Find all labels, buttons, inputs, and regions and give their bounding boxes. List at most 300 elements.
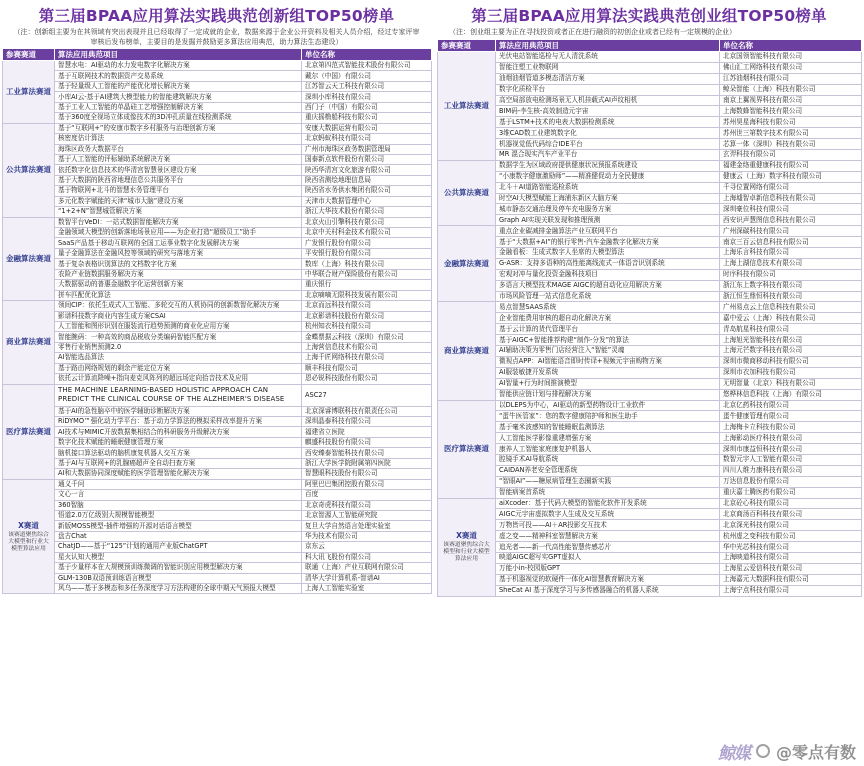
org-cell: 北京第四范式智能技术股份有限公司 xyxy=(302,61,432,71)
innovation-title: 第三届BPAA应用算法实践典范创新组TOP50榜单 xyxy=(38,7,395,25)
table-row xyxy=(3,290,432,300)
org-cell: 上海宁点科技有限公司 xyxy=(720,585,862,596)
org-cell: 阿里巴巴集团控股有限公司 xyxy=(302,479,432,489)
watermark-logo: 鲸媒 xyxy=(717,743,750,764)
case-cell: 腔镜手术AI导航系统 xyxy=(496,454,720,465)
case-cell: 多元化数字赋能的天津“城市大脑”建设方案 xyxy=(55,196,302,206)
table-row xyxy=(3,102,432,112)
track-name: X赛道 xyxy=(18,520,39,530)
table-row xyxy=(438,139,862,150)
table-row xyxy=(3,363,432,373)
table-row xyxy=(3,259,432,269)
innovation-table xyxy=(2,48,432,594)
table-row xyxy=(3,448,432,458)
org-cell: 北京深睿博联科技有限责任公司 xyxy=(302,406,432,416)
org-cell: 重庆摇橹船科技有限公司 xyxy=(302,113,432,123)
org-cell: 百度 xyxy=(302,490,432,500)
table-row xyxy=(3,248,432,258)
case-cell: 零售行业销售预测2.0 xyxy=(55,342,302,352)
case-cell: 基于AI的急性脑卒中的医学辅助诊断解决方案 xyxy=(55,406,302,416)
case-cell: 基于互联网技术的数据资产交易系统 xyxy=(55,71,302,81)
org-cell: 苏州昊星海科技有限公司 xyxy=(720,117,862,128)
org-cell: 西安臻泰智能科技有限公司 xyxy=(302,448,432,458)
case-cell: AI智能选品算法 xyxy=(55,353,302,363)
table-row xyxy=(3,175,432,185)
table-row xyxy=(3,154,432,164)
case-cell: 高空局部放电检测场景无人机挂载式AI声纹相机 xyxy=(496,95,720,106)
org-cell: 科大讯飞股份有限公司 xyxy=(302,552,432,562)
case-cell: 金融领域大模型的创新落地场景应用——为企业打造“超级员工”助手 xyxy=(55,228,302,238)
innovation-group-panel xyxy=(2,4,431,594)
org-cell: 联通（上海）产业互联网有限公司 xyxy=(302,563,432,573)
case-cell: 智能病案首系统 xyxy=(496,487,720,498)
track-name: 工业算法赛道 xyxy=(6,86,51,96)
case-cell: “智眼AI”——糖尿病管理生态圈新实践 xyxy=(496,476,720,487)
org-cell: 上海影动医疗科技有限公司 xyxy=(720,433,862,444)
case-cell: SheCat AI 基于深度学习与多传感器融合的机器人系统 xyxy=(496,585,720,596)
table-row xyxy=(438,52,862,63)
org-cell: ASC27 xyxy=(302,384,432,406)
table-row xyxy=(3,321,432,331)
org-cell: 数库（上海）科技有限公司 xyxy=(302,259,432,269)
case-cell: “1+2+N”智慧城管解决方案 xyxy=(55,207,302,217)
org-cell: 北京中关村科金技术有限公司 xyxy=(302,228,432,238)
org-cell: 麒盛科技股份有限公司 xyxy=(302,437,432,447)
track-note: 该赛道聚焦综合大模型和行业大模型算法应用 xyxy=(443,542,490,563)
org-cell: 北京奇虎科技有限公司 xyxy=(302,500,432,510)
case-cell: 文心一言 xyxy=(55,490,302,500)
table-row xyxy=(438,106,862,117)
case-cell: aiXcoder：基于代码大模型的智能化软件开发系统 xyxy=(496,498,720,509)
table-row xyxy=(438,520,862,531)
table-row xyxy=(3,584,432,594)
case-cell: AI智量+行为时间推演模型 xyxy=(496,378,720,389)
table-row xyxy=(438,465,862,476)
table-row xyxy=(3,301,432,311)
case-cell: 虚之变——精神科室智慧解决方案 xyxy=(496,531,720,542)
org-cell: 北京火山引擎科技有限公司 xyxy=(302,217,432,227)
org-cell: 广州深碳科技有限公司 xyxy=(720,226,862,237)
track-name: 金融算法赛道 xyxy=(6,253,51,263)
case-cell: 基于云计算的货代管理平台 xyxy=(496,324,720,335)
startup-group-panel xyxy=(437,4,861,597)
table-row xyxy=(3,417,432,427)
track-cell xyxy=(438,498,496,596)
case-cell: ChatJD——基于“125”计划的通用产业版ChatGPT xyxy=(55,542,302,552)
case-cell: 重点企业碳减排金融算法产业互联网平台 xyxy=(496,226,720,237)
startup-table xyxy=(437,39,862,597)
header-org: 单位名称 xyxy=(302,49,432,61)
org-cell: 上海旭光智能科技有限公司 xyxy=(720,335,862,346)
org-cell: 上海元芒数字科技有限公司 xyxy=(720,346,862,357)
case-cell: 海珠区政务大数据平台 xyxy=(55,144,302,154)
table-row xyxy=(3,490,432,500)
case-cell: 智能注塑工业物联网 xyxy=(496,62,720,73)
track-cell xyxy=(3,123,55,217)
table-row xyxy=(3,437,432,447)
org-cell: 千寻位置网络有限公司 xyxy=(720,182,862,193)
case-cell: 拼车匹配优化算法 xyxy=(55,290,302,300)
org-cell: 天津市大数据管理中心 xyxy=(302,196,432,206)
org-cell: 福建金络重健康科技有限公司 xyxy=(720,160,862,171)
org-cell: 安康大数据运营有限公司 xyxy=(302,123,432,133)
org-cell: 顺丰科技有限公司 xyxy=(302,363,432,373)
table-row xyxy=(438,84,862,95)
case-cell: 数字化质检平台 xyxy=(496,84,720,95)
org-cell: 华为技术有限公司 xyxy=(302,531,432,541)
org-cell: 恩必锐科技股份有限公司 xyxy=(302,374,432,384)
table-row xyxy=(3,71,432,81)
table-row xyxy=(3,207,432,217)
case-cell: 基于人工智能的评标辅助系统解决方案 xyxy=(55,154,302,164)
case-cell: 人工智能医学影像重建增强方案 xyxy=(496,433,720,444)
table-row xyxy=(438,291,862,302)
case-cell: 时空AI大模型赋能上海浦东新区大脑方案 xyxy=(496,193,720,204)
table-row xyxy=(3,479,432,489)
table-row xyxy=(438,552,862,563)
table-row xyxy=(3,521,432,531)
case-cell: 基于物联网+北斗的智慧水务管理平台 xyxy=(55,186,302,196)
table-row xyxy=(438,433,862,444)
org-cell: 北京嘀嘀无限科技发展有限公司 xyxy=(302,290,432,300)
case-cell: 大数据驱动的普惠金融数字化运营创新方案 xyxy=(55,280,302,290)
case-cell: “蛋牛医管家”：您的数字健康陪护师和医生助手 xyxy=(496,411,720,422)
case-cell: 3维CAD数工业建筑数字化 xyxy=(496,128,720,139)
org-cell: 无明智量（北京）科技有限公司 xyxy=(720,378,862,389)
org-cell: 浙江东上数字科技有限公司 xyxy=(720,280,862,291)
org-cell: 中华联合财产保险股份有限公司 xyxy=(302,269,432,279)
org-cell: 上海人工智能实验室 xyxy=(302,584,432,594)
table-row xyxy=(3,92,432,102)
table-row xyxy=(438,574,862,585)
case-cell: 企业智能费用审核的超自动化解决方案 xyxy=(496,313,720,324)
case-cell: 追光者——新一代高性能智慧传感芯片 xyxy=(496,542,720,553)
org-cell: 蛋牛健康管理有限公司 xyxy=(720,411,862,422)
org-cell: 广发银行股份有限公司 xyxy=(302,238,432,248)
table-row xyxy=(438,531,862,542)
org-cell: 北京蚂蚁科技有限公司 xyxy=(302,134,432,144)
case-cell: 小库AI云-基于AI建筑大模型能力的智能建筑解决方案 xyxy=(55,92,302,102)
track-cell xyxy=(3,301,55,385)
org-cell: 鲸朵智能（上海）科技有限公司 xyxy=(720,84,862,95)
org-cell: 上海千匠网络科技有限公司 xyxy=(302,353,432,363)
org-cell: 北京国领智能科技有限公司 xyxy=(720,52,862,63)
table-row xyxy=(3,353,432,363)
case-cell: 盘古Chat xyxy=(55,531,302,541)
case-cell: “小康数字健康激励师”——精准健促动力全民健康 xyxy=(496,171,720,182)
org-cell: 西门子（中国）有限公司 xyxy=(302,102,432,112)
org-cell: 江苏智云天工科技有限公司 xyxy=(302,81,432,91)
table-row xyxy=(438,378,862,389)
case-cell: 核密度估计算法 xyxy=(55,134,302,144)
table-row xyxy=(438,509,862,520)
org-cell: 悠桦林信息科技（上海）有限公司 xyxy=(720,389,862,400)
table-row xyxy=(438,150,862,161)
case-cell: 脑机接口算法驱动的脑机康复机器人交互方案 xyxy=(55,448,302,458)
startup-note: （注：创业组主要为正在寻找投资或者正在进行融资的初创企业或者已经有一定规模的企业） xyxy=(449,28,736,36)
table-header-row xyxy=(3,49,432,61)
table-row xyxy=(438,367,862,378)
case-cell: 通义千问 xyxy=(55,479,302,489)
case-cell: 基于AI与互联网+的乳腺癌超声全自动扫查方案 xyxy=(55,458,302,468)
table-row xyxy=(438,324,862,335)
case-cell: 映道AIGC超写实GPT虚拟人 xyxy=(496,552,720,563)
table-row xyxy=(3,427,432,437)
org-cell: 京东云 xyxy=(302,542,432,552)
org-cell: 北京亿药科技有限公司 xyxy=(720,400,862,411)
case-cell: 新版MOSS模型-插件增强的开源对话语言模型 xyxy=(55,521,302,531)
org-cell: 北京深光科技有限公司 xyxy=(720,520,862,531)
org-cell: 上海嘉元大数据科技有限公司 xyxy=(720,574,862,585)
case-cell: 基于路由网络规划的剩余产能定位方案 xyxy=(55,363,302,373)
case-cell: 数据学生为区域政府提供健康状况预报系统建设 xyxy=(496,160,720,171)
case-cell: RiDYMO™强化动力学平台：基于动力学算法的模拟采样改率提升方案 xyxy=(55,417,302,427)
org-cell: 杭州虚之变科技有限公司 xyxy=(720,531,862,542)
table-row xyxy=(3,332,432,342)
case-cell: 北斗＋AI道路智能巡检系统 xyxy=(496,182,720,193)
case-cell: 基于工业人工智能的单晶硅工艺增强控制解决方案 xyxy=(55,102,302,112)
case-cell: 风乌——基于多模态和多任务深度学习方法构建的全球中期天气预报大模型 xyxy=(55,584,302,594)
org-cell: 江苏油烟科技有限公司 xyxy=(720,73,862,84)
track-name: 医疗算法赛道 xyxy=(6,426,51,436)
org-cell: 浙江恒生鼎恒科技有限公司 xyxy=(720,291,862,302)
org-cell: 陕西省水务供水集团有限公司 xyxy=(302,186,432,196)
case-cell: 数字化技术赋能的睡眠健康管理方案 xyxy=(55,437,302,447)
org-cell: 上海墟智卓新信息科技有限公司 xyxy=(720,193,862,204)
org-cell: 深圳晶泰科技有限公司 xyxy=(302,417,432,427)
org-cell: 佛山汇工网络科技有限公司 xyxy=(720,62,862,73)
case-cell: Graph AI实现关联发现和推理预测 xyxy=(496,215,720,226)
table-row xyxy=(3,123,432,133)
table-row xyxy=(438,454,862,465)
case-cell: 基于机器视觉的软硬件一体化AI智慧教育解决方案 xyxy=(496,574,720,585)
case-cell: 光伏电站智能巡检与无人清洗系统 xyxy=(496,52,720,63)
case-cell: 基于AIGC+智能推荐构建“制作-分发”的算法 xyxy=(496,335,720,346)
table-row xyxy=(3,531,432,541)
table-row xyxy=(3,144,432,154)
table-row xyxy=(438,585,862,596)
case-cell: 基于复杂表格识别算法的文档数字化方案 xyxy=(55,259,302,269)
case-cell: 智能腕码：一种高效的商品税收分类编码智能匹配方案 xyxy=(55,332,302,342)
table-row xyxy=(438,335,862,346)
header-case: 算法应用典范项目 xyxy=(55,49,302,61)
table-row xyxy=(3,113,432,123)
table-row xyxy=(3,384,432,406)
track-cell xyxy=(438,302,496,400)
table-row xyxy=(3,280,432,290)
case-cell: 基于“互联网+”的安康市数字乡村服务与治理创新方案 xyxy=(55,123,302,133)
track-note: 该赛道聚焦综合大模型和行业大模型算法应用 xyxy=(8,531,49,552)
org-cell: 深圳市衣加科技有限公司 xyxy=(720,367,862,378)
case-cell: AIGC元宇宙虚拟数字人生成及交互系统 xyxy=(496,509,720,520)
track-name: 医疗算法赛道 xyxy=(444,444,489,453)
track-name: 工业算法赛道 xyxy=(444,100,489,110)
org-cell: 上海乐言科技有限公司 xyxy=(720,248,862,259)
org-cell: 时序科技有限公司 xyxy=(720,269,862,280)
org-cell: 数智元宇人工智能有限公司 xyxy=(720,454,862,465)
org-cell: 金蝶票据云科技（深圳）有限公司 xyxy=(302,332,432,342)
case-cell: 领间CIP：依托生成式人工智能、多轮交互的人机协同的创新数智化解决方案 xyxy=(55,301,302,311)
track-cell xyxy=(438,226,496,302)
case-cell: 数智平台VeDI：一站式数据智能解决方案 xyxy=(55,217,302,227)
org-cell: 四川人维力康科技有限公司 xyxy=(720,465,862,476)
org-cell: 陕西省测绘地理信息局 xyxy=(302,175,432,185)
table-row xyxy=(438,498,862,509)
table-row xyxy=(438,193,862,204)
track-cell xyxy=(3,384,55,479)
innovation-note: （注：创新组主要为在其领域有突出表现并且已经取得了一定成就的企业，数据来源于企业公开资料及相关人员介绍，经过专家评审审核后发布榜单，主要目的是发掘并鼓励更多算法应用典范，助力算法生态建设） xyxy=(13,28,420,46)
org-cell: 福建省立医院 xyxy=(302,427,432,437)
track-cell xyxy=(438,400,496,498)
table-row xyxy=(438,128,862,139)
table-row xyxy=(438,117,862,128)
table-row xyxy=(438,444,862,455)
table-row xyxy=(438,302,862,313)
table-row xyxy=(3,573,432,583)
track-cell xyxy=(3,217,55,301)
table-row xyxy=(3,469,432,479)
table-row xyxy=(3,165,432,175)
case-cell: 智慧水电：AI驱动的水力发电数字化解决方案 xyxy=(55,61,302,71)
org-cell: 南京三百云信息科技有限公司 xyxy=(720,237,862,248)
case-cell: 基于360度全视场立体成像技术的3D冲孔质量在线检测系统 xyxy=(55,113,302,123)
org-cell: 重庆银行 xyxy=(302,280,432,290)
org-cell: 上海数蜂智能科技有限公司 xyxy=(720,106,862,117)
table-row xyxy=(3,563,432,573)
org-cell: 广州易点云上信息科技有限公司 xyxy=(720,302,862,313)
track-name: X赛道 xyxy=(456,531,477,541)
table-row xyxy=(3,238,432,248)
table-row xyxy=(438,487,862,498)
case-cell: 基于毫米波感知的智能睡眠监测算法 xyxy=(496,422,720,433)
table-row xyxy=(438,160,862,171)
case-cell: THE MACHINE LEARNING-BASED HOLISTIC APPROACH CAN PREDICT THE CLINICAL COURSE OF THE ALZHEIMER'S DISEASE xyxy=(55,384,302,406)
case-cell: CAIDAN养老安全管理系统 xyxy=(496,465,720,476)
track-name: 公共算法赛道 xyxy=(6,165,51,175)
case-cell: AI和大数据协同深度赋能的医学管理智能化解决方案 xyxy=(55,469,302,479)
case-cell: AI服装敏捷开发系统 xyxy=(496,367,720,378)
table-row xyxy=(3,311,432,321)
org-cell: 深圳市微商移动科技有限公司 xyxy=(720,356,862,367)
header-track: 参赛赛道 xyxy=(3,49,55,61)
org-cell: 西安识声慧图信息科技有限公司 xyxy=(720,215,862,226)
org-cell: 复旦大学自然语言处理实验室 xyxy=(302,521,432,531)
org-cell: 上海上湖信息技术有限公司 xyxy=(720,258,862,269)
track-cell xyxy=(3,61,55,124)
table-row xyxy=(3,406,432,416)
org-cell: 北京智源人工智能研究院 xyxy=(302,510,432,520)
table-row xyxy=(438,182,862,193)
org-cell: 上海映道科技有限公司 xyxy=(720,552,862,563)
table-row xyxy=(438,400,862,411)
table-row xyxy=(438,476,862,487)
org-cell: 北京砼心科技有限公司 xyxy=(720,498,862,509)
table-row xyxy=(3,342,432,352)
org-cell: 北京商汤百科科技有限公司 xyxy=(720,509,862,520)
circle-logo-icon xyxy=(756,744,770,758)
org-cell: 平安银行股份有限公司 xyxy=(302,248,432,258)
table-row xyxy=(3,81,432,91)
org-cell: 健康云（上海）数字科技有限公司 xyxy=(720,171,862,182)
case-cell: 人工智能和图形识别在服装流行趋势预测的商业化应用方案 xyxy=(55,321,302,331)
case-cell: 智能供应链计划与排程解决方案 xyxy=(496,389,720,400)
case-cell: 万能小in-校园版GPT xyxy=(496,563,720,574)
org-cell: 浙江大学医学院附属第四医院 xyxy=(302,458,432,468)
table-row xyxy=(3,542,432,552)
org-cell: 南京上翼视界科技有限公司 xyxy=(720,95,862,106)
table-row xyxy=(438,411,862,422)
table-row xyxy=(438,563,862,574)
org-cell: 深圳小库科技有限公司 xyxy=(302,92,432,102)
org-cell: 戴尔（中国）有限公司 xyxy=(302,71,432,81)
org-cell: 玄羿科技有限公司 xyxy=(720,150,862,161)
watermark-text: @零点有数 xyxy=(775,742,856,762)
case-cell: 基于LSTM+技术的电表大数据检测系统 xyxy=(496,117,720,128)
case-cell: 机器视觉低代码综合IDE平台 xyxy=(496,139,720,150)
case-cell: 以DLEPS为中心，AI驱动的新型药物设计工业软件 xyxy=(496,400,720,411)
table-row xyxy=(3,458,432,468)
case-cell: 悟道2.0万亿级别大规模智能模型 xyxy=(55,510,302,520)
table-row xyxy=(3,269,432,279)
case-cell: 康养人工智能家庭康复护机器人 xyxy=(496,444,720,455)
case-cell: 万物皆可投——AI＋AR投影交互技术 xyxy=(496,520,720,531)
org-cell: 清华大学计算机系-智谱AI xyxy=(302,573,432,583)
table-row xyxy=(3,61,432,71)
org-cell: 嘉中爱云（上海）科技有限公司 xyxy=(720,313,862,324)
table-row xyxy=(438,95,862,106)
org-cell: 智慧眼科技股份有限公司 xyxy=(302,469,432,479)
table-row xyxy=(438,346,862,357)
case-cell: 影谱科技数字商业内容生成方案CSAI xyxy=(55,311,302,321)
table-row xyxy=(438,73,862,84)
track-cell xyxy=(438,52,496,161)
case-cell: 微视点APP：AI智能语音即时传译+视频元宇宙购物方案 xyxy=(496,356,720,367)
track-name: 商业算法赛道 xyxy=(444,345,489,355)
case-cell: 市场风险管理一站式信息化系统 xyxy=(496,291,720,302)
case-cell: 依托数字化信息技术的华清宫智慧景区建设方案 xyxy=(55,165,302,175)
case-cell: 基于少量样本在大规模预训练微调的智能识别应用模型解决方案 xyxy=(55,563,302,573)
table-row xyxy=(438,542,862,553)
org-cell: 上海梅卡立科技有限公司 xyxy=(720,422,862,433)
case-cell: 农险产业链数据服务解决方案 xyxy=(55,269,302,279)
case-cell: AI技术与MIMIC开放数据集相结合的科研服务升级解决方案 xyxy=(55,427,302,437)
case-cell: 360智脑 xyxy=(55,500,302,510)
case-cell: 基于轻量级人工智能的产能优化增长解决方案 xyxy=(55,81,302,91)
org-cell: 上海星云爱信科技有限公司 xyxy=(720,563,862,574)
case-cell: 城市静态交通治理及停车充电服务方案 xyxy=(496,204,720,215)
org-cell: 青岛航星科技有限公司 xyxy=(720,324,862,335)
table-row xyxy=(438,62,862,73)
table-row xyxy=(438,269,862,280)
org-cell: 苏州世三第数字技术有限公司 xyxy=(720,128,862,139)
org-cell: 上海营信息技术有限公司 xyxy=(302,342,432,352)
table-row xyxy=(438,356,862,367)
case-cell: 依托云计算流降噪+指向麦克风阵列的超远场定向拾音技术及应用 xyxy=(55,374,302,384)
case-cell: 金融看板：生成式数字人坐席的大模型算法 xyxy=(496,248,720,259)
org-cell: 深圳豪位科技有限公司 xyxy=(720,204,862,215)
org-cell: 北京而远科技有限公司 xyxy=(302,301,432,311)
track-name: 金融算法赛道 xyxy=(444,258,489,268)
org-cell: 重庆嘉士腾医药有限公司 xyxy=(720,487,862,498)
table-row xyxy=(3,186,432,196)
table-row xyxy=(438,389,862,400)
table-row xyxy=(438,258,862,269)
table-header-row xyxy=(438,40,862,52)
table-row xyxy=(3,228,432,238)
header-track: 参赛赛道 xyxy=(438,40,496,52)
org-cell: 万达信息股份有限公司 xyxy=(720,476,862,487)
table-row xyxy=(438,204,862,215)
